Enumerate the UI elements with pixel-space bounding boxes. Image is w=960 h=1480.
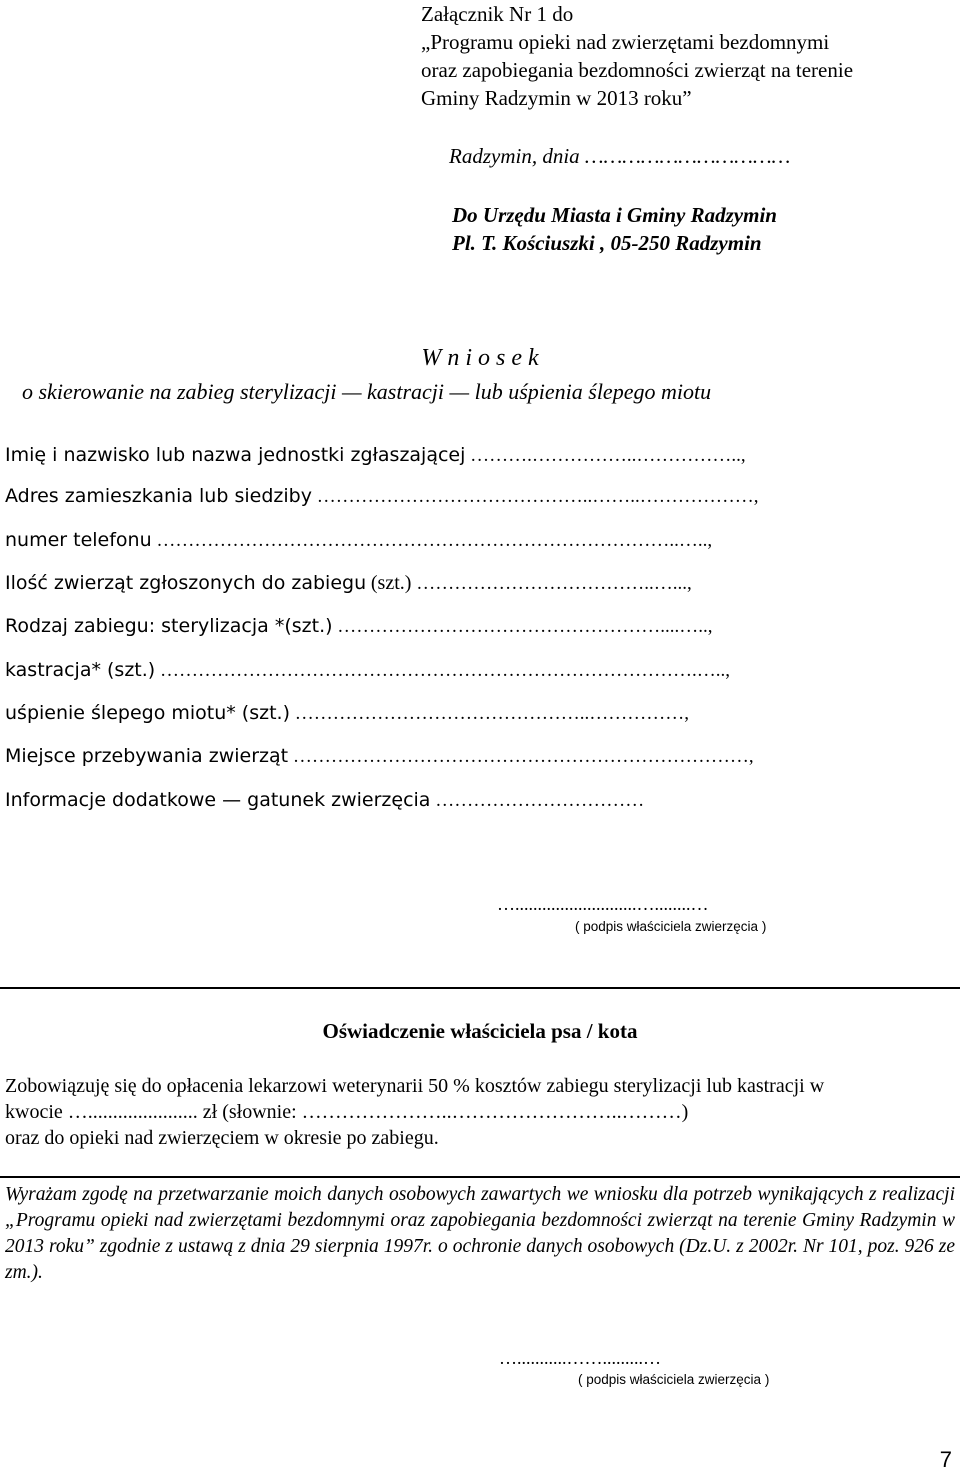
field-fill-line: ………………………………………..……………, (294, 703, 689, 724)
place-date-line: Radzymin, dnia …………………………… (449, 144, 791, 168)
field-label: Ilość zwierząt zgłoszonych do zabiegu (5, 572, 367, 594)
field-phone[interactable] (5, 529, 712, 559)
field-fill-line: ………………………………..…..., (416, 573, 692, 594)
field-fill-line: ………………………………………………………………………….….., (159, 660, 730, 681)
data-processing-consent: Wyrażam zgodę na przetwarzanie moich danych osobowych zawartych we wniosku dla potrzeb wynikających z realizacji „Programu opieki nad zwierzętami bezdomnymi oraz zapobiegania bezdomności zwierząt na terenie Gminy Radzymin w 2013 roku” zgodnie z ustawą z dnia 29 sierpnia 1997r. o ochronie danych osobowych (Dz.U. z 2002r. Nr 101, poz. 926 ze zm.). (5, 1184, 955, 1283)
field-label: Rodzaj zabiegu: sterylizacja *(szt.) (5, 615, 333, 637)
field-label: Imię i nazwisko lub nazwa jednostki zgłaszającej (5, 444, 466, 466)
field-fill-line: ……………………………………..……..………………, (316, 486, 759, 507)
section-divider (0, 1176, 960, 1178)
annex-program-line: oraz zapobiegania bezdomności zwierząt na terenie (421, 58, 854, 82)
field-address[interactable] (5, 485, 758, 515)
field-label: Informacje dodatkowe — gatunek zwierzęcia (5, 789, 431, 811)
field-label: kastracja* (szt.) (5, 659, 156, 681)
field-label: uśpienie ślepego miotu* (szt.) (5, 702, 290, 724)
signature-line[interactable]: …...........................…........… (497, 894, 709, 914)
field-label: numer telefonu (5, 529, 152, 551)
annex-program-line: „Programu opieki nad zwierzętami bezdomnymi (421, 30, 830, 54)
recipient-address: Pl. T. Kościuszki , 05-250 Radzymin (452, 231, 762, 255)
annex-program-line: Gminy Radzymin w 2013 roku” (421, 86, 692, 110)
field-castration[interactable] (5, 659, 730, 689)
field-fill-line: …………………………… (435, 790, 645, 811)
recipient-office: Do Urzędu Miasta i Gminy Radzymin (452, 203, 777, 227)
field-fill-line: ………………………………………………………………………..….., (156, 530, 713, 551)
section-divider (0, 987, 960, 989)
field-label-unit: (szt.) (370, 572, 412, 594)
declaration-text: oraz do opieki nad zwierzęciem w okresie po zabiegu. (5, 1127, 439, 1149)
field-animal-location[interactable] (5, 745, 754, 775)
signature-line[interactable]: …...........…….........… (499, 1348, 661, 1368)
field-animal-count[interactable] (5, 572, 692, 602)
field-fill-line: ……….……………..…………….., (470, 445, 746, 466)
field-applicant-name[interactable] (5, 444, 746, 474)
field-fill-line: ………………………………………………………………, (292, 746, 754, 767)
field-sterilization[interactable] (5, 615, 713, 645)
form-title: W n i o s e k (421, 345, 539, 371)
field-euthanasia[interactable] (5, 702, 689, 732)
declaration-text: Zobowiązuję się do opłacenia lekarzowi weterynarii 50 % kosztów zabiegu sterylizacji lub kastracji w (5, 1075, 825, 1097)
form-subtitle: o skierowanie na zabieg sterylizacji — kastracji — lub uśpienia ślepego miotu (22, 379, 712, 404)
signature-caption: ( podpis właściciela zwierzęcia ) (575, 919, 767, 934)
field-label: Adres zamieszkania lub siedziby (5, 485, 312, 507)
declaration-amount-line[interactable]: kwocie …...................... zł (słownie: …………………..……………………..………) (5, 1101, 689, 1123)
field-label: Miejsce przebywania zwierząt (5, 745, 289, 767)
page-number: 7 (939, 1447, 952, 1472)
signature-caption: ( podpis właściciela zwierzęcia ) (578, 1372, 770, 1387)
field-additional-info[interactable] (5, 789, 644, 819)
annex-title: Załącznik Nr 1 do (421, 2, 574, 26)
field-fill-line: ……………………………………………....….., (337, 616, 713, 637)
declaration-title: Oświadczenie właściciela psa / kota (322, 1019, 638, 1043)
